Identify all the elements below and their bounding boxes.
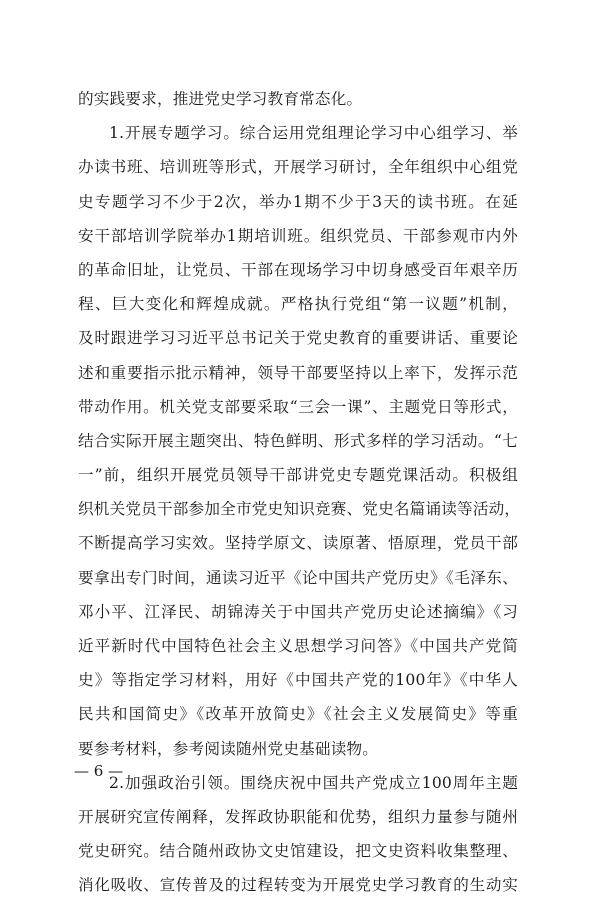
- text-line: 消化吸收、宣传普及的过程转变为开展党史学习教育的生动实: [78, 876, 518, 895]
- text-line: 开展研究宣传阐释，发挥政协职能和优势，组织力量参与随州: [78, 807, 518, 826]
- text-line: 程、巨大变化和辉煌成就。严格执行党组“第一议题”机制，: [78, 295, 518, 314]
- text-line: 不断提高学习实效。坚持学原文、读原著、悟原理，党员干部: [78, 534, 518, 553]
- page-number: — 6 —: [74, 762, 124, 780]
- text-line: 2.加强政治引领。围绕庆祝中国共产党成立100周年主题: [109, 773, 518, 792]
- text-line: 结合实际开展主题突出、特色鲜明、形式多样的学习活动。“七: [78, 431, 518, 450]
- text-line: 带动作用。机关党支部要采取“三会一课”、主题党日等形式，: [78, 397, 518, 416]
- text-line: 1.开展专题学习。综合运用党组理论学习中心组学习、举: [109, 124, 518, 143]
- text-line: 要参考材料，参考阅读随州党史基础读物。: [78, 739, 379, 758]
- text-line: 一”前，组织开展党员领导干部讲党史专题党课活动。积极组: [78, 466, 518, 485]
- text-line: 民共和国简史》《改革开放简史》《社会主义发展简史》等重: [78, 705, 518, 724]
- text-line: 述和重要指示批示精神，领导干部要坚持以上率下，发挥示范: [78, 363, 518, 382]
- text-line: 要拿出专门时间，通读习近平《论中国共产党历史》《毛泽东、: [78, 568, 518, 587]
- text-line: 安干部培训学院举办1期培训班。组织党员、干部参观市内外: [78, 226, 518, 245]
- text-line: 党史研究。结合随州政协文史馆建设，把文史资料收集整理、: [78, 842, 518, 861]
- text-line: 的实践要求，推进党史学习教育常态化。: [78, 90, 363, 108]
- text-line: 及时跟进学习习近平总书记关于党史教育的重要讲话、重要论: [78, 329, 518, 348]
- document-body: [78, 82, 521, 903]
- text-line: 近平新时代中国特色社会主义思想学习问答》《中国共产党简: [78, 637, 518, 655]
- text-line: 办读书班、培训班等形式，开展学习研讨，全年组织中心组党: [78, 158, 518, 177]
- text-line: 织机关党员干部参加全市党史知识竞赛、党史名篇诵读等活动，: [78, 500, 521, 519]
- text-line: 史》等指定学习材料，用好《中国共产党的100年》《中华人: [78, 671, 518, 690]
- text-line: 的革命旧址，让党员、干部在现场学习中切身感受百年艰辛历: [78, 260, 518, 279]
- text-line: 史专题学习不少于2次，举办1期不少于3天的读书班。在延: [78, 192, 518, 211]
- text-line: 邓小平、江泽民、胡锦涛关于中国共产党历史论述摘编》《习: [78, 602, 518, 621]
